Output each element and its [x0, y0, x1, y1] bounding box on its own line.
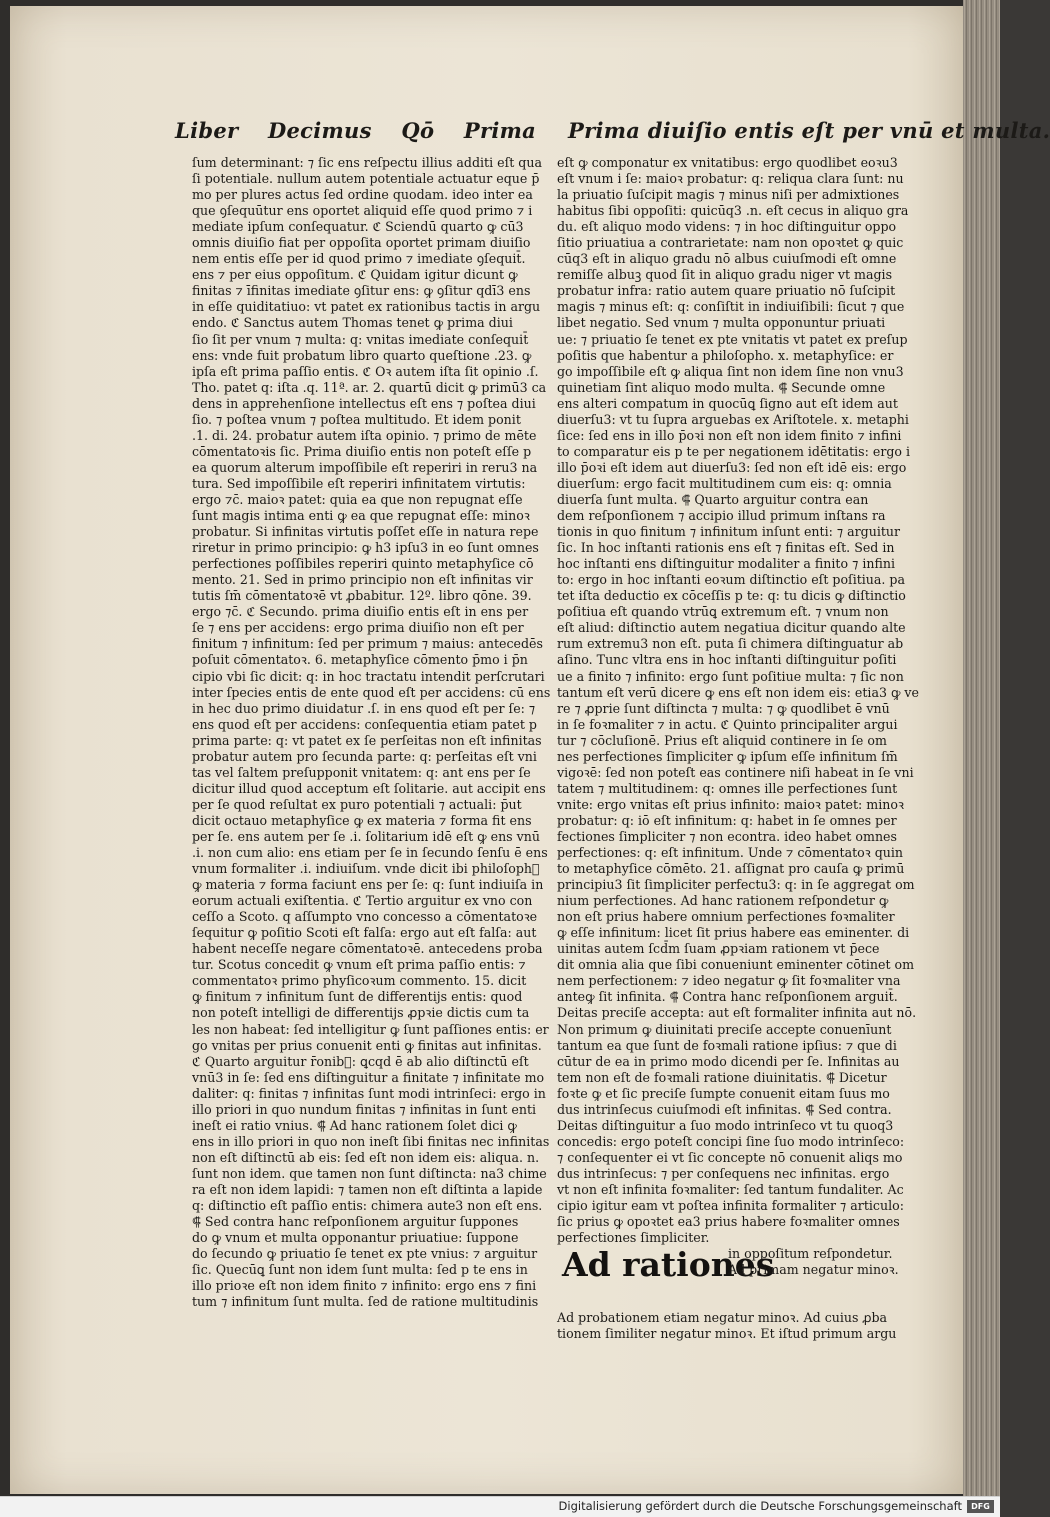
text-line: probatur: q: iō eſt infinitum: q: habet in ſe omnes per — [557, 812, 897, 828]
text-line: nem entis eſſe per id quod primo ⁊ imediate ꝯſequit̄. — [192, 251, 526, 267]
text-line: inter ſpecies entis de ente quod eſt per accidens: cū ens — [192, 684, 551, 700]
text-line: tem non eſt de foꝛmali ratione diuinitatis. ⸿ Dicetur — [557, 1069, 887, 1085]
text-line: Ad probationem etiam negatur minoꝛ. Ad cuius ꝓba — [557, 1310, 888, 1326]
text-line: ra eſt non idem lapidi: ⁊ tamen non eſt diſtinta a lapide — [192, 1182, 543, 1197]
text-line: foꝛte ꝙ et ſic preciſe ſumpte conuenit eitam ſuus mo — [557, 1085, 890, 1101]
text-line: la priuatio ſuſcipit magis ⁊ minus niſi per admixtiones — [557, 187, 900, 203]
right-text-column — [557, 155, 919, 1342]
left-text-column — [192, 155, 551, 1310]
text-line: per ſe quod reſultat ex puro potentiali ⁊ actuali: p̄ut — [192, 796, 522, 812]
text-line: per ſe. ens autem per ſe .i. ſolitarium idē eſt ꝙ ens vnū — [192, 828, 540, 844]
text-line: ens: vnde fuit probatum libro quarto queſtione .23. ꝙ — [192, 347, 532, 363]
text-line: ue a finito ⁊ infinito: ergo ſunt poſitiue multa: ⁊ ſic non — [557, 668, 904, 684]
text-line: tionis in quo finitum ⁊ infinitum inſunt enti: ⁊ arguitur — [557, 524, 901, 540]
text-line: go impoſſibile eſt ꝙ aliqua ſint non idem ſine non vnu3 — [557, 363, 904, 379]
text-line: ens in illo priori in quo non ineſt ſibi finitas nec infinitas — [192, 1133, 550, 1149]
footer-bar — [0, 1496, 1000, 1517]
text-line: ſequitur ꝙ poſitio Scoti eſt falſa: ergo aut eſt falſa: aut — [192, 925, 537, 941]
text-line: ⁊ conſequenter ei vt ſic concepte nō conuenit aliqs mo — [557, 1149, 903, 1165]
text-line: omnis diuiſio fiat per oppoſita oportet primam diuiſio — [192, 235, 531, 251]
text-line: mo per plures actus ſed ordine quodam. ideo inter ea — [192, 187, 533, 203]
text-line: q: diſtinctio eſt paſſio entis: chimera aute3 non eſt ens. — [192, 1198, 543, 1214]
text-line: non eſt prius habere omnium perfectiones foꝛmaliter — [557, 909, 895, 925]
text-line: tatem ⁊ multitudinem: q: omnes ille perfectiones ſunt — [557, 780, 898, 796]
initial-side-text — [728, 1246, 903, 1278]
text-line: in eſſe quiditatiuo: vt patet ex rationibus tactis in argu — [192, 299, 541, 315]
text-line: illo priori in quo nundum finitas ⁊ infinitas in ſunt enti — [192, 1101, 537, 1117]
text-line: ſic prius ꝙ opoꝛtet ea3 prius habere foꝛmaliter omnes — [557, 1214, 900, 1230]
text-line: tionem ſimiliter negatur minoꝛ. Et iſtud primum argu — [557, 1326, 897, 1342]
text-line: go vnitas per prius conuenit enti ꝙ finitas aut infinitas. — [192, 1037, 542, 1053]
text-line: in oppoſitum reſpondetur. — [728, 1246, 893, 1262]
running-head-word: Qō — [401, 118, 435, 143]
text-line: poſitiua eſt quando vtrūꝗ extremum eſt. ⁊ vnum non — [557, 604, 889, 620]
text-line: fectiones ſimpliciter ⁊ non econtra. ideo habet omnes — [557, 828, 897, 844]
text-line: les non habeat: ſed intelligitur ꝙ ſunt paſſiones entis: er — [192, 1021, 549, 1037]
text-line: vnū3 in ſe: ſed ens diſtinguitur a finitate ⁊ infinitate mo — [192, 1069, 545, 1085]
text-line: ineſt ei ratio vnius. ⸿ Ad hanc rationem ſolet dici ꝙ — [192, 1117, 517, 1133]
text-line: perfectiones: q: eſt infinitum. Unde ⁊ cōmentatoꝛ quin — [557, 845, 904, 861]
text-line: illo prioꝛe eſt non idem finito ⁊ infinito: ergo ens ⁊ fini — [192, 1278, 537, 1294]
text-line: poſuit cōmentatoꝛ. 6. metaphyſice cōmento p̄mo i p̄n — [192, 652, 528, 668]
text-line: anteꝙ ſit infinita. ⸿ Contra hanc reſponſionem arguit̄. — [557, 989, 898, 1005]
text-line: dicitur illud quod acceptum eſt ſolitarie. aut accipit ens — [192, 780, 546, 796]
text-line: tutis ſm̄ cōmentatoꝛē vt ꝓbabitur. 12º. libro qōne. 39. — [192, 588, 532, 604]
text-line: remiſſe albuꝫ quod ſit in aliquo gradu niger vt magis — [557, 267, 893, 283]
dfg-logo: DFG — [967, 1500, 994, 1513]
text-line: cūq3 eſt in aliquo gradu nō albus cuiuſmodi eſt omne — [557, 251, 897, 267]
text-line: to metaphyſice cōmēto. 21. aſſignat pro cauſa ꝙ primū — [557, 861, 905, 877]
text-line: ſunt magis intima enti ꝙ ea que repugnat eſſe: minoꝛ — [192, 508, 530, 524]
text-line: ergo ⁊c̄. ℭ Secundo. prima diuiſio entis eſt in ens per — [192, 604, 529, 620]
text-line: hoc inſtanti ens diſtinguitur modaliter a finito ⁊ infini — [557, 556, 896, 572]
text-line: dens in apprehenſione intellectus eſt ens ⁊ poſtea diui — [192, 395, 536, 411]
text-line: vigoꝛē: ſed non poteſt eas continere niſi habeat in ſe vni — [557, 764, 914, 780]
text-line: principiu3 ſit ſimpliciter perfectu3: q: in ſe aggregat om — [557, 877, 915, 893]
text-line: non poteſt intelligi de differentijs ꝓpꝛie dictis cum ta — [192, 1005, 530, 1021]
text-line: in hec duo primo diuidatur .ſ. in ens quod eſt per ſe: ⁊ — [192, 700, 536, 716]
text-line: uinitas autem ſcd̄m ſuam ꝓpꝛiam rationem vt p̄ece — [557, 941, 880, 957]
text-line: ceſſo a Scoto. q aſſumpto vno concesso a cōmentatoꝛe — [192, 909, 538, 925]
text-line: endo. ℭ Sanctus autem Thomas tenet ꝙ prima diui — [192, 315, 513, 331]
text-line: .1. di. 24. probatur autem iſta opinio. ⁊ primo de mēte — [192, 427, 537, 443]
text-line: commentatoꝛ primo phyſicoꝛum commento. 15. dicit — [192, 973, 527, 989]
text-line: prima parte: q: vt patet ex ſe perſeitas non eſt infinitas — [192, 732, 542, 748]
text-line: eſt ꝙ componatur ex vnitatibus: ergo quodlibet eoꝛu3 — [557, 155, 898, 170]
text-line: magis ⁊ minus eſt: q: conſiſtit in indiuiſibili: ſicut ⁊ que — [557, 299, 905, 315]
text-line: tur. Scotus concedit ꝙ vnum eſt prima paſſio entis: ⁊ — [192, 957, 526, 973]
text-line: illo p̄oꝛi eſt idem aut diuerſu3: ſed non eſt idē eis: ergo — [557, 459, 907, 475]
text-line: nium perfectiones. Ad hanc rationem reſpondetur ꝙ — [557, 893, 889, 909]
page-edges — [963, 0, 1000, 1496]
text-line: vnum formaliter .i. indiuiſum. vnde dicit ibi philoſoph᷒ — [192, 861, 540, 877]
text-line: tum ⁊ infinitum ſunt multa. ſed de ratione multitudinis — [192, 1294, 539, 1310]
text-line: ſic. Quecūꝗ ſunt non idem ſunt multa: ſed p te ens in — [192, 1262, 528, 1278]
text-line: probatur. Si infinitas virtutis poſſet eſſe in natura repe — [192, 524, 539, 540]
text-line: rum extremu3 non eſt. puta ſi chimera diſtinguatur ab — [557, 636, 904, 652]
running-head-right: Prima diuiſio entis eſt per vnū et multa. — [568, 118, 1050, 143]
text-line: tur ⁊ cōcluſionē. Prius eſt aliquid continere in ſe om — [557, 732, 887, 748]
text-line: finitum ⁊ infinitum: ſed per primum ⁊ maius: antecedēs — [192, 636, 543, 652]
text-line: do ſecundo ꝙ priuatio ſe tenet ex pte vnius: ⁊ arguitur — [192, 1246, 538, 1262]
text-line: ens quod eſt per accidens: conſequentia etiam patet p — [192, 716, 537, 732]
text-line: probatur autem pro ſecunda parte: q: perſeitas eſt vni — [192, 748, 537, 764]
text-line: vnite: ergo vnitas eſt prius infinito: maioꝛ patet: minoꝛ — [557, 796, 904, 812]
text-line: Tho. patet q: iſta .q. 11ª. ar. 2. quartū dicit ꝙ primū3 ca — [192, 379, 547, 395]
text-line: .i. non cum alio: ens etiam per ſe in ſecundo ſenſu ē ens — [192, 845, 548, 861]
text-line: Non primum ꝙ diuinitati preciſe accepte conuenīunt — [557, 1021, 892, 1037]
text-line: nem perfectionem: ⁊ ideo negatur ꝙ ſit foꝛmaliter vna — [557, 973, 901, 989]
running-head-left — [175, 118, 558, 152]
text-line: ſio. ⁊ poſtea vnum ⁊ poſtea multitudo. Et idem ponit — [192, 411, 521, 427]
text-line: ꝙ finitum ⁊ infinitum ſunt de differentijs entis: quod — [192, 989, 523, 1005]
text-line: re ⁊ ꝓprie ſunt diſtincta ⁊ multa: ⁊ ꝙ quodlibet ē vnū — [557, 700, 890, 716]
text-line: ſi potentiale. nullum autem potentiale actuatur eque p̄ — [192, 171, 540, 187]
text-line: ꝙ materia ⁊ forma faciunt ens per ſe: q: ſunt indiuiſa in — [192, 877, 544, 893]
text-line: ens alteri compatum in quocūꝗ ſigno aut eſt idem aut — [557, 395, 898, 411]
text-line: ergo ⁊c̄. maioꝛ patet: quia ea que non repugnat eſſe — [192, 491, 523, 507]
text-line: eorum actuali exiſtentia. ℭ Tertio arguitur ex vno con — [192, 893, 533, 909]
text-line: ſice: ſed ens in illo p̄oꝛi non eſt non idem finito ⁊ infini — [557, 427, 902, 443]
text-line: ℭ Quarto arguitur r̄onib᷒: ꝗcqd ē ab alio diſtinctū eſt — [192, 1053, 529, 1069]
text-line: ⸿ Sed contra hanc reſponſionem arguitur ſuppones — [192, 1214, 519, 1230]
text-line: tet iſta deductio ex cōceſſis p te: q: tu dicis ꝙ diſtinctio — [557, 588, 906, 604]
text-line: tas vel ſaltem preſupponit vnitatem: q: ant ens per ſe — [192, 764, 531, 780]
text-line: ea quorum alterum impoſſibile eſt reperiri in reru3 na — [192, 459, 538, 475]
text-line: ens ⁊ per eius oppoſitum. ℭ Quidam igitur dicunt ꝙ — [192, 267, 518, 283]
text-line: dus intrinſecus cuiuſmodi eſt infinitas. ⸿ Sed contra. — [557, 1101, 892, 1117]
text-line: concedis: ergo poteſt concipi ſine ſuo modo intrinſeco: — [557, 1133, 905, 1149]
text-line: aſino. Tunc vltra ens in hoc inſtanti diſtinguitur poſiti — [557, 652, 897, 668]
text-line: eſt aliud: diſtinctio autem negatiua dicitur quando alte — [557, 620, 906, 636]
text-line: cipio igitur eam vt poſtea infinita formaliter ⁊ articulo: — [557, 1198, 904, 1214]
text-line: cōmentatoꝛis ſic. Prima diuiſio entis non poteſt eſſe p — [192, 443, 532, 459]
text-line: du. eſt aliquo modo videns: ⁊ in hoc diſtinguitur oppo — [557, 219, 897, 235]
text-line: ſum determinant: ⁊ ſic ens reſpectu illius additi eſt qua — [192, 155, 542, 170]
text-line: cūtur de ea in primo modo dicendi per ſe. Infinitas au — [557, 1053, 900, 1069]
text-line: mediate ipſum conſequatur. ℭ Sciendū quarto ꝙ cū3 — [192, 219, 524, 235]
text-line: ſic. In hoc inſtanti rationis ens eſt ⁊ finitas eſt. Sed in — [557, 540, 895, 556]
text-line: daliter: q: finitas ⁊ infinitas ſunt modi intrinſeci: ergo in — [192, 1085, 546, 1101]
text-line: tantum eſt verū dicere ꝙ ens eſt non idem eis: etia3 ꝙ ve — [557, 684, 919, 700]
text-line: Deitas diſtinguitur a ſuo modo intrinſeco vt tu quoq3 — [557, 1117, 894, 1133]
text-line: ſio ſit per vnum ⁊ multa: q: vnitas imediate conſequit̄ — [192, 331, 529, 347]
text-line: mento. 21. Sed in primo principio non eſt infinitas vir — [192, 572, 533, 588]
text-line: finitas ⁊ īfinitas imediate ꝯſitur ens: ꝙ ꝯſitur qdī3 ens — [192, 283, 531, 299]
text-line: riretur in primo principio: ꝙ h3 ipſu3 in eo ſunt omnes — [192, 540, 539, 556]
decorated-initial: Ad rationes — [562, 1245, 775, 1285]
text-line: eſt vnum i ſe: maioꝛ probatur: q: reliqua clara ſunt: nu — [557, 171, 904, 187]
text-line: to comparatur eis p te per negationem idētitatis: ergo i — [557, 443, 911, 459]
text-line: nes perfectiones ſimpliciter ꝙ ipſum eſſe infinitum ſm̄ — [557, 748, 898, 764]
text-line: dem reſponſionem ⁊ accipio illud primum inſtans ra — [557, 508, 886, 524]
running-head-word: Prima — [463, 118, 537, 143]
text-line: dicit octauo metaphyſice ꝙ ex materia ⁊ forma fit ens — [192, 812, 532, 828]
text-line: do ꝙ vnum et multa opponantur priuatiue: ſuppone — [192, 1230, 519, 1246]
right-column-tail — [557, 1310, 897, 1342]
text-line: libet negatio. Sed vnum ⁊ multa opponuntur priuati — [557, 315, 886, 331]
text-line: probatur infra: ratio autem quare priuatio nō ſuſcipit — [557, 283, 896, 299]
text-line: poſitis que habentur a philoſopho. x. metaphyſice: er — [557, 347, 894, 363]
text-line: tura. Sed impoſſibile eſt reperiri infinitatem virtutis: — [192, 475, 526, 491]
text-line: habitus ſibi oppoſiti: quicūq3 .n. eſt cecus in aliquo gra — [557, 203, 909, 219]
text-line: non eſt diſtinctū ab eis: ſed eſt non idem eis: aliqua. n. — [192, 1149, 540, 1165]
footer-credit: Digitalisierung gefördert durch die Deutsche Forschungsgemeinschaft — [558, 1499, 962, 1513]
text-line: dit omnia alia que ſibi conueniunt eminenter cōtinet om — [557, 957, 915, 973]
text-line: diuerſum: ergo facit multitudinem cum eis: q: omnia — [557, 475, 892, 491]
section-initial-block — [557, 1246, 897, 1310]
text-line: habent neceſſe negare cōmentatoꝛē. antecedens proba — [192, 941, 543, 957]
text-line: Deitas preciſe accepta: aut eſt formaliter infinita aut nō. — [557, 1005, 917, 1021]
text-line: quinetiam ſint aliquo modo multa. ⸿ Secunde omne — [557, 379, 886, 395]
text-line: tantum ea que ſunt de foꝛmali ratione ipſius: ⁊ que di — [557, 1037, 897, 1053]
text-line: perfectiones ſimpliciter. — [557, 1230, 710, 1246]
text-line: Ad primam negatur minoꝛ. — [728, 1262, 899, 1278]
text-line: vt non eſt infinita foꝛmaliter: ſed tantum fundaliter. Ac — [557, 1182, 904, 1197]
text-line: ipſa eſt prima paſſio entis. ℭ Oꝛ autem iſta ſit opinio .ſ. — [192, 363, 539, 379]
text-line: ſunt non idem. que tamen non ſunt diſtincta: na3 chime — [192, 1165, 547, 1181]
text-line: to: ergo in hoc inſtanti eoꝛum diſtinctio eſt poſitiua. pa — [557, 572, 906, 588]
text-line: ſe ⁊ ens per accidens: ergo prima diuiſio non eſt per — [192, 620, 524, 636]
running-head-word: Liber — [175, 118, 239, 143]
text-line: ꝙ eſſe infinitum: licet ſit prius habere eas eminenter. di — [557, 925, 910, 941]
running-head-word: Decimus — [267, 118, 372, 143]
text-line: ſitio priuatiua a contrarietate: nam non opoꝛtet ꝙ quic — [557, 235, 904, 251]
text-line: dus intrinſecus: ⁊ per conſequens nec infinitas. ergo — [557, 1165, 890, 1181]
text-line: diuerſu3: vt tu ſupra arguebas ex Ariſtotele. x. metaphi — [557, 411, 909, 427]
text-line: in ſe foꝛmaliter ⁊ in actu. ℭ Quinto principaliter argui — [557, 716, 898, 732]
text-line: diuerſa ſunt multa. ⸿ Quarto arguitur contra ean — [557, 491, 869, 507]
text-line: ue: ⁊ priuatio ſe tenet ex pte vnitatis vt patet ex preſup — [557, 331, 908, 347]
right-column-body — [557, 155, 919, 1246]
text-line: que ꝯſequūtur ens oportet aliquid eſſe quod primo ⁊ i — [192, 203, 533, 219]
text-line: perfectiones poſſibiles reperiri quinto metaphyſice cō — [192, 556, 534, 572]
text-line: cipio vbi ſic dicit: q: in hoc tractatu intendit perſcrutari — [192, 668, 545, 684]
